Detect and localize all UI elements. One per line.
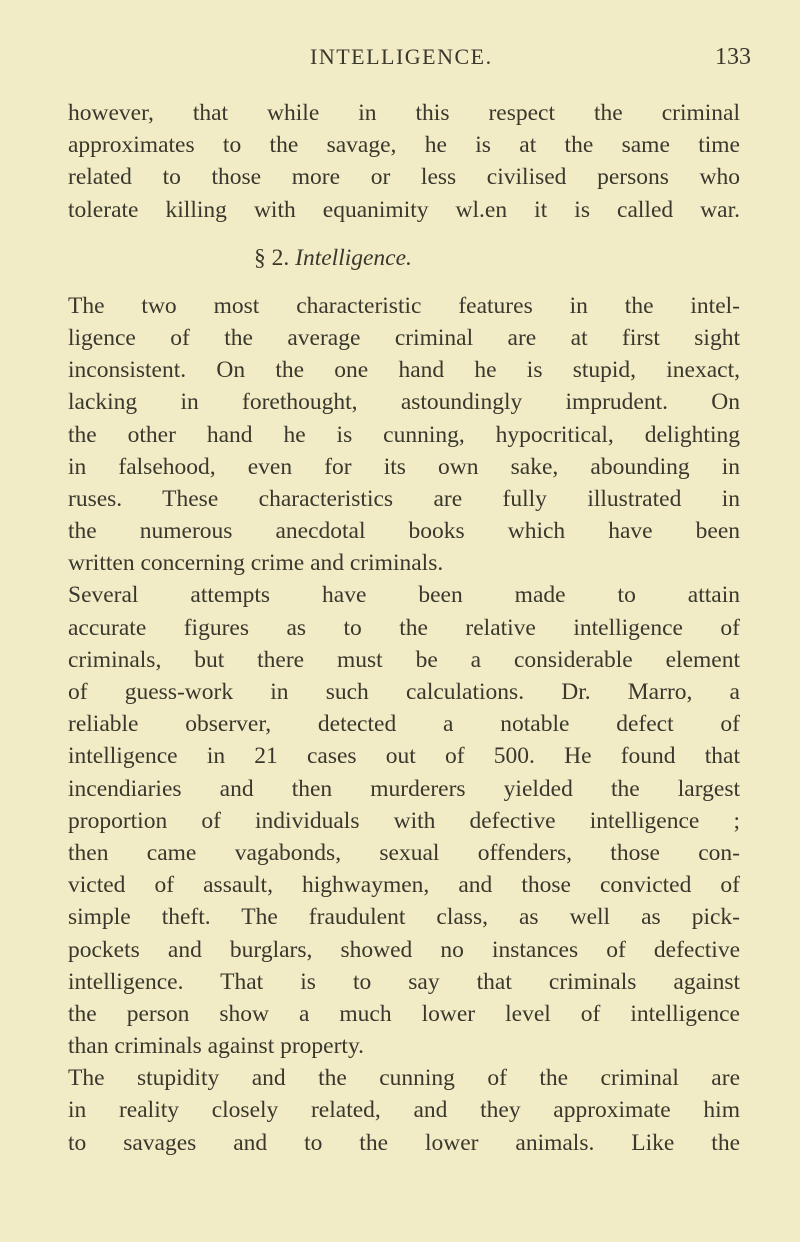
text-line: Several attempts have been made to attain (68, 582, 740, 609)
running-head (0, 44, 800, 84)
text-line: the numerous anecdotal books which have been (68, 518, 740, 545)
text-line: inconsistent. On the one hand he is stupid, inexact, (68, 357, 740, 384)
paragraph-2 (68, 579, 740, 1062)
text-line: pockets and burglars, showed no instances of defective (68, 936, 740, 963)
text-line: tolerate killing with equanimity wl.en it is called war. (68, 196, 740, 223)
body-text (68, 97, 740, 1159)
section-marker: § 2. (254, 244, 290, 271)
text-line: ruses. These characteristics are fully illustrated in (68, 485, 740, 512)
text-line: The stupidity and the cunning of the criminal are (68, 1065, 740, 1092)
text-line: reliable observer, detected a notable defect of (68, 711, 740, 738)
paragraph-3 (68, 1062, 740, 1159)
text-line: of guess-work in such calculations. Dr. Marro, a (68, 679, 740, 705)
text-line: lacking in forethought, astoundingly imprudent. On (68, 389, 740, 416)
text-line: ligence of the average criminal are at first sight (68, 324, 740, 351)
text-line: approximates to the savage, he is at the same time (68, 132, 740, 159)
text-line: then came vagabonds, sexual offenders, those con- (68, 839, 740, 866)
text-line: than criminals against property. (68, 1033, 365, 1060)
text-line: incendiaries and then murderers yielded the largest (68, 775, 740, 802)
text-line: victed of assault, highwaymen, and those convicted of (68, 872, 740, 899)
text-line: intelligence in 21 cases out of 500. He found that (68, 743, 740, 770)
section-heading (68, 226, 740, 290)
text-line: the person show a much lower level of intelligence (68, 1000, 740, 1027)
text-line: in falsehood, even for its own sake, abounding in (68, 453, 740, 480)
text-line: accurate figures as to the relative intelligence of (68, 614, 740, 641)
section-title: Intelligence. (295, 244, 412, 271)
text-line: proportion of individuals with defective intelligence ; (68, 807, 740, 834)
page-number: 133 (715, 44, 751, 70)
paragraph-opening (68, 97, 740, 226)
text-line: in reality closely related, and they approximate him (68, 1097, 740, 1124)
text-line: the other hand he is cunning, hypocritical, delighting (68, 421, 740, 448)
text-line: to savages and to the lower animals. Like the (68, 1129, 740, 1156)
text-line: however, that while in this respect the criminal (68, 100, 740, 126)
text-line: criminals, but there must be a considerable element (68, 646, 740, 673)
text-line: simple theft. The fraudulent class, as well as pick- (68, 904, 740, 931)
text-line: The two most characteristic features in the intel- (68, 292, 740, 319)
text-line: intelligence. That is to say that criminals against (68, 968, 740, 995)
text-line: related to those more or less civilised persons who (68, 164, 740, 191)
running-title: INTELLIGENCE. (310, 44, 493, 69)
text-line: written concerning crime and criminals. (68, 550, 444, 577)
paragraph-1 (68, 290, 740, 580)
